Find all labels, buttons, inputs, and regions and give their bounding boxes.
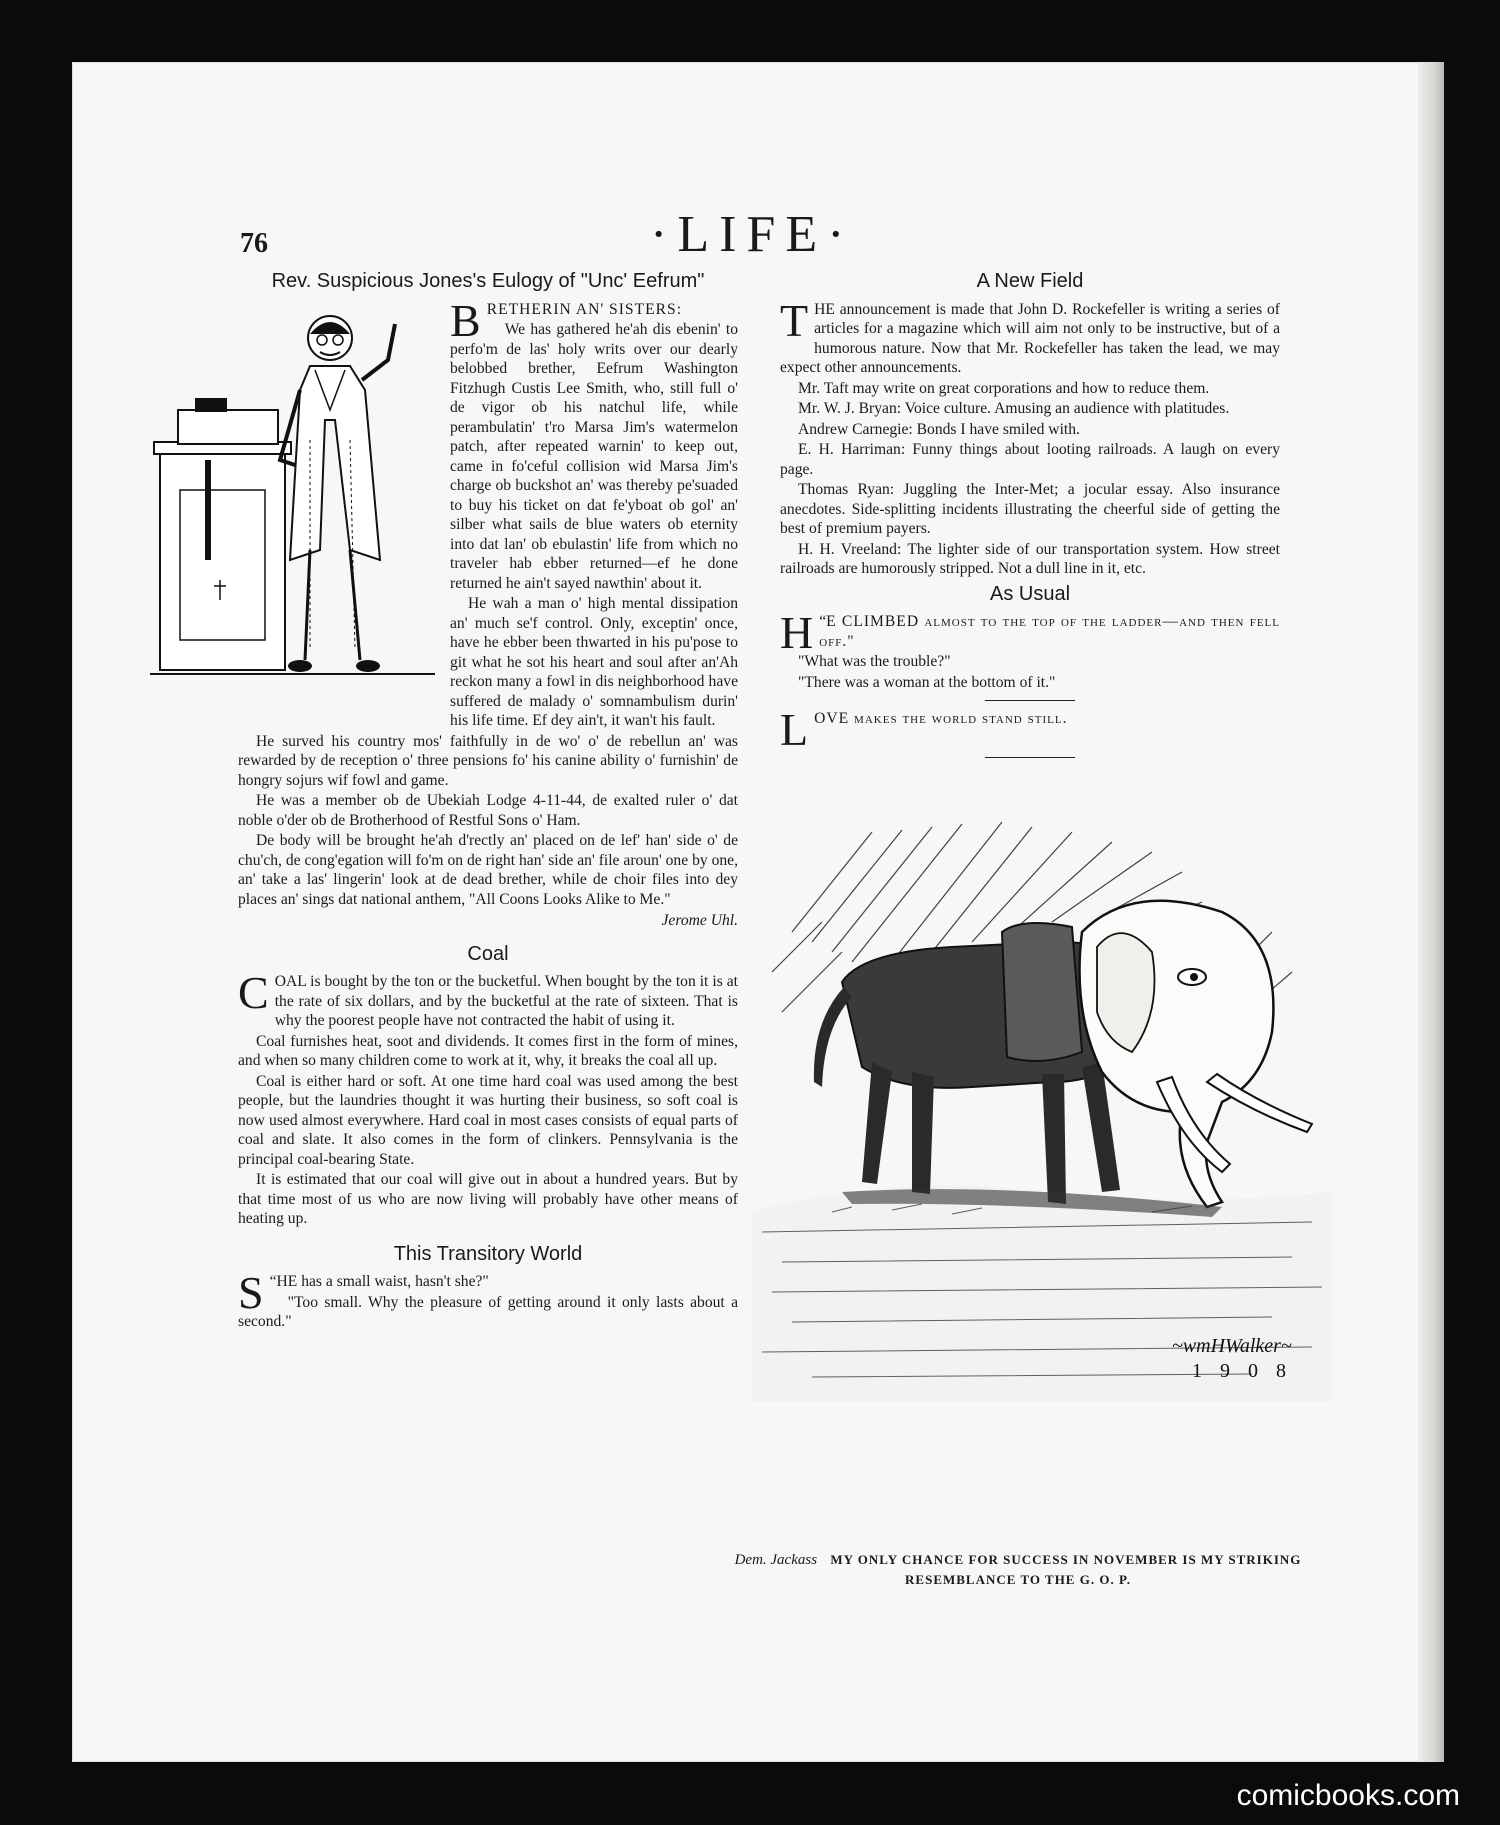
coal-paragraph: COAL is bought by the ton or the bucketful. When bought by the ton it is at the rate of six dollars, and by the bucketful at the rate of sixteen. That is why the poorest people have not contracted the habit of using it. [238, 967, 738, 1029]
transitory-paragraph: "Too small. Why the pleasure of getting around it only lasts about a second." [238, 1293, 738, 1330]
eulogy-paragraph: He surved his country mos' faithfully in de wo' o' de rebellun an' was rewarded by de reception o' three pensions fo' his canine ability o' furnishin' de hongry sojurs wif fowl and game. [238, 732, 738, 789]
eulogy-title: Rev. Suspicious Jones's Eulogy of "Unc' Eefrum" [271, 270, 705, 292]
scan-border [1444, 62, 1500, 1762]
coal-title: Coal [467, 942, 509, 965]
magazine-title: ·LIFE· [650, 206, 855, 263]
coal-paragraph: It is estimated that our coal will give out in about a hundred years. But by that time most of us who are now living will probably have other means of heating up. [238, 1171, 738, 1227]
new-field-dropcap: T [780, 294, 809, 346]
cartoon-caption [708, 1550, 1328, 1589]
new-field-paragraph: Mr. W. J. Bryan: Voice culture. Amusing an audience with platitudes. [798, 400, 1230, 417]
watermark: comicbooks.com [1236, 1779, 1460, 1812]
page-number: 76 [240, 228, 268, 259]
aphorism-dropcap: L [780, 704, 809, 755]
coal-dropcap: C [238, 967, 269, 1018]
preacher-illustration [150, 300, 440, 720]
divider-rule [985, 757, 1075, 758]
coal-paragraph: Coal furnishes heat, soot and dividends. It comes first in the form of mines, and when so many children come to work at it, why, it breaks the coal all up. [238, 1032, 738, 1069]
page-edge [1418, 62, 1444, 1762]
right-column [780, 272, 1280, 766]
aphorism: LOVE makes the world stand still. [780, 704, 1068, 755]
as-usual-title: As Usual [989, 582, 1071, 605]
as-usual-paragraph: "What was the trouble?" [798, 653, 951, 670]
new-field-paragraph: THE announcement is made that John D. Rockefeller is writing a series of articles for a magazine which will aim not only to be instructive, but of a humorous nature. Now that Mr. Rockefeller has taken the lead, we may expect other announcements. [780, 294, 1280, 376]
elephant-donkey-cartoon [752, 812, 1332, 1402]
eulogy-author: Jerome Uhl. [661, 912, 738, 929]
new-field-paragraph: Andrew Carnegie: Bonds I have smiled with. [798, 420, 1080, 438]
coal-paragraph: Coal is either hard or soft. At one time hard coal was used among the best people, but the laundries thought it was hurting their business, so soft coal is now used almost everywhere. Hard coal in most cases consists of equal parts of coal and slate. It also comes in the form of clinkers. Pennsylvania is the principal coal-bearing State. [238, 1072, 738, 1168]
new-field-paragraph: Mr. Taft may write on great corporations and how to reduce them. [798, 379, 1210, 397]
as-usual-paragraph: "There was a woman at the bottom of it." [798, 673, 1056, 691]
eulogy-dropcap: B [450, 294, 481, 346]
caption-text: MY ONLY CHANCE FOR SUCCESS IN NOVEMBER IS MY STRIKING RESEMBLANCE TO THE G. O. P. [830, 1552, 1302, 1587]
new-field-title: A New Field [976, 270, 1084, 292]
as-usual-dropcap: H [780, 607, 814, 658]
as-usual-paragraph: “ H E CLIMBED almost to the top of the ladder—and then fell off." [780, 607, 1280, 658]
transitory-title: This Transitory World [393, 1242, 583, 1265]
cartoon-year: 1908 [1192, 1360, 1304, 1382]
transitory-paragraph: “ S HE has a small waist, hasn't she?" [238, 1267, 489, 1318]
eulogy-paragraph: De body will be brought he'ah d'rectly an' placed on de lef' han' side o' de chu'ch, de cong'egation will fo'm on de right han' side an' file aroun' one by one, an' take a las' lingerin' look at de dead brether, while de choir files into dey places an' sings dat national anthem, "All Coons Looks Alike to Me." [238, 832, 738, 908]
new-field-paragraph: Thomas Ryan: Juggling the Inter-Met; a jocular essay. Also insurance anecdotes. Side-splitting incidents illustrating the cheerful side of getting the best of premium payers. [780, 481, 1280, 537]
eulogy-paragraph: He wah a man o' high mental dissipation an' much se'f control. Only, exceptin' once, have he ebber been thwarted in his pu'pose to git what he sot his heart and soul after an'Ah reckon many a fowl in dis neighborhood have suffered de malady o' somnambulism durin' his life time. Ef dey ain't, it wan't his fault. [450, 595, 738, 729]
eulogy-paragraph: We has gathered he'ah dis ebenin' to perfo'm de las' holy writs over our dearly belobbed brether, Eefrum Washington Fitzhugh Custis Lee Smith, who, still full o' de vigor ob his natchul life, while perambulatin' t'ro Marsa Jim's watermelon patch, after repeated warnin' to keep out, came in fo'ceful collision wid Marsa Jim's charge ob buckshot an' was thereby pe'suaded to buy his ticket on dat fe'yboat ob gol' an' silber what sails de blue waters ob eternity into dat lan' ob ebulastin' life from which no traveler hab ebber returned—ef he done returned he ain't sayed nawthin' about it. [450, 321, 738, 592]
new-field-paragraph: E. H. Harriman: Funny things about looting railroads. A laugh on every page. [780, 441, 1280, 478]
eulogy-paragraph: He was a member ob de Ubekiah Lodge 4-11-44, de exalted ruler o' dat noble o'der ob de Brotherhood of Restful Sons o' Ham. [238, 792, 738, 829]
left-column [238, 272, 738, 1333]
transitory-dropcap: S [238, 1267, 264, 1318]
cartoon-signature: ~wmHWalker~ [1172, 1335, 1292, 1357]
divider-rule [985, 700, 1075, 701]
eulogy-opening: BRETHERIN AN' SISTERS: [450, 294, 683, 346]
caption-speaker: Dem. Jackass [734, 1552, 818, 1568]
new-field-paragraph: H. H. Vreeland: The lighter side of our transportation system. How street railroads are humorously stripped. Not a dull line in it, etc. [780, 540, 1280, 577]
